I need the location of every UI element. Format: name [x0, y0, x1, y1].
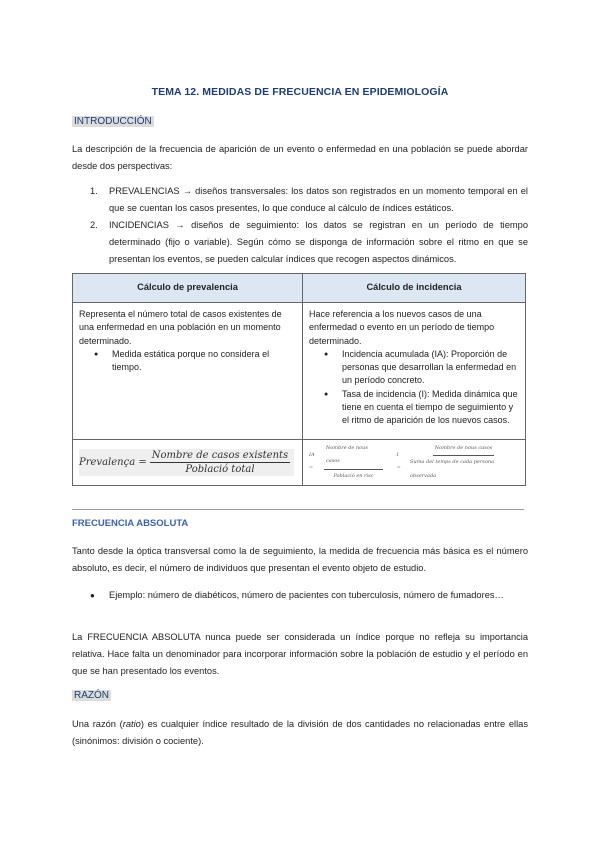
- formula-numerator: Nombre de casos existents: [150, 449, 290, 463]
- section-heading-introduccion: INTRODUCCIÓN: [74, 116, 152, 127]
- list-item-text: PREVALENCIAS → diseños transversales: los datos son registrados en un momento temporal en el que se cuentan los casos presentes, lo que conduce al cálculo de índices estáticos.: [109, 186, 528, 213]
- freq-example-list: [72, 587, 528, 604]
- bullet-icon: ●: [94, 350, 99, 358]
- formula-denominator: Suma del temps de cada persona observada: [410, 459, 495, 479]
- incidence-description: Hace referencia a los nuevos casos de una enfermedad o evento en un período de tiempo determinado.: [309, 309, 495, 346]
- incidence-cell: [303, 303, 526, 440]
- razon-paragraph: [72, 716, 528, 750]
- section-heading-razon: RAZÓN: [74, 690, 109, 701]
- table-header-incidence: Cálculo de incidencia: [303, 274, 526, 303]
- prevalence-formula: [79, 449, 294, 477]
- list-item: [79, 348, 297, 375]
- razon-text-start: Una razón (: [72, 719, 123, 729]
- list-item: [309, 348, 520, 388]
- formula-fraction: [150, 449, 290, 477]
- formula-lhs: I =: [396, 452, 401, 472]
- prevalence-formula-cell: [73, 440, 303, 486]
- list-item: [72, 587, 528, 604]
- incidence-formula-cell: [303, 440, 526, 486]
- formula-denominator: Població total: [185, 463, 255, 475]
- freq-paragraph-2: La FRECUENCIA ABSOLUTA nunca puede ser considerada un índice porque no refleja su importancia relativa. Hace falta un denominador para incorporar información sobre la población de estudio y el período en que se han presentado los eventos.: [72, 632, 528, 676]
- section-divider: [72, 509, 524, 510]
- list-item: [72, 217, 528, 268]
- table-header-prevalence: Cálculo de prevalencia: [73, 274, 303, 303]
- prevalence-cell: [73, 303, 303, 440]
- list-number: 2.: [90, 220, 98, 230]
- prevalence-bullets: [79, 348, 297, 375]
- freq-paragraph-1: Tanto desde la óptica transversal como la de seguimiento, la medida de frecuencia más básica es el número absoluto, es decir, el número de individuos que presentan el evento objeto de estudio.: [72, 546, 528, 573]
- formula-lhs: IA =: [309, 452, 315, 472]
- list-item-text: INCIDENCIAS → diseños de seguimiento: los datos se registran en un período de tiempo determinado (fijo o variable). Según cómo se disponga de información sobre el ritmo en que se presentan los eventos, se pueden calcular índices que recogen aspectos dinámicos.: [109, 220, 528, 264]
- razon-italic-term: ratio: [122, 719, 141, 729]
- bullet-icon: ●: [324, 390, 329, 398]
- formula-numerator: Nombre de nous casos: [433, 442, 495, 456]
- formula-lhs: Prevalença =: [79, 456, 147, 468]
- bullet-text: Ejemplo: número de diabéticos, número de pacientes con tuberculosis, número de fumadores…: [109, 590, 504, 600]
- bullet-text: Medida estática porque no considera el tiempo.: [112, 348, 270, 373]
- page-title: TEMA 12. MEDIDAS DE FRECUENCIA EN EPIDEMIOLOGÍA: [151, 86, 449, 98]
- list-item: [309, 388, 520, 428]
- list-number: 1.: [90, 186, 98, 196]
- bullet-text: Tasa de incidencia (I): Medida dinámica que tiene en cuenta el tiempo de seguimiento y el ritmo de aparición de los nuevos casos.: [342, 388, 518, 426]
- bullet-text: Incidencia acumulada (IA): Proporción de personas que desarrollan la enfermedad en un período concreto.: [342, 348, 517, 386]
- formula-denominator: Població en risc: [333, 472, 374, 479]
- section-heading-frecuencia-absoluta: FRECUENCIA ABSOLUTA: [72, 518, 189, 529]
- intro-paragraph: La descripción de la frecuencia de aparición de un evento o enfermedad en una población se puede abordar desde dos perspectivas:: [72, 144, 528, 171]
- incidence-formulas: [309, 442, 519, 483]
- formula-fraction: [408, 442, 519, 483]
- prevalence-description: Representa el número total de casos existentes de una enfermedad en una población en un momento determinado.: [79, 309, 282, 346]
- razon-text-end: ) es cualquier índice resultado de la división de dos cantidades no relacionadas entre ellas (sinónimos: división o cociente).: [72, 719, 529, 746]
- bullet-icon: ●: [324, 350, 329, 358]
- incidence-bullets: [309, 348, 520, 428]
- bullet-icon: ●: [90, 591, 95, 600]
- list-item: [72, 183, 528, 217]
- formula-fraction: [324, 442, 383, 483]
- intro-list: [72, 183, 528, 268]
- formula-numerator: Nombre de nous casos: [324, 442, 383, 470]
- comparison-table: [72, 273, 526, 486]
